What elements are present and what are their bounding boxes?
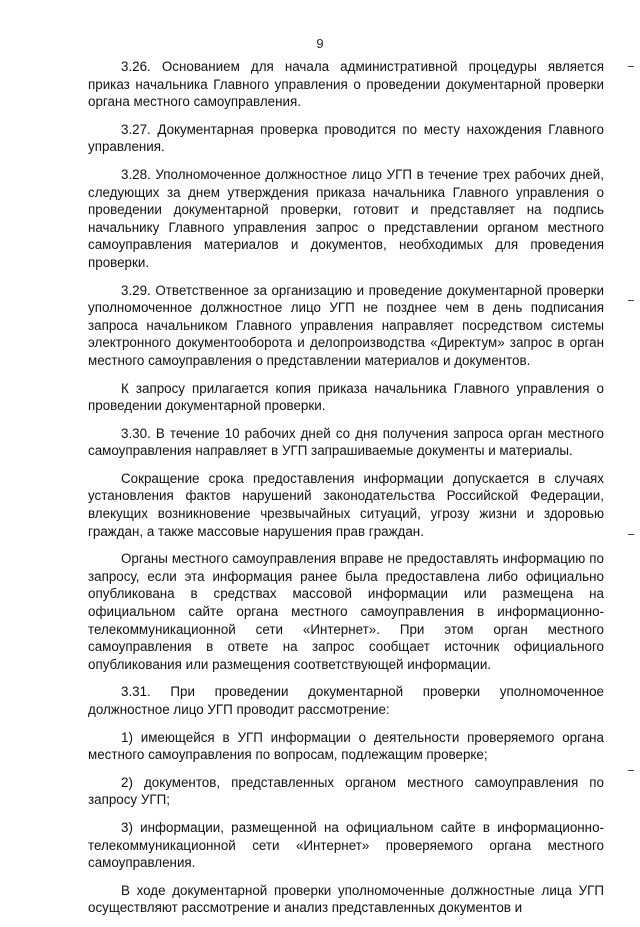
paragraph-3-30: 3.30. В течение 10 рабочих дней со дня получения запроса орган местного самоуправления направляет в УГП запрашиваемые документы и материалы.: [88, 425, 604, 459]
list-item-1: 1) имеющейся в УГП информации о деятельности проверяемого органа местного самоуправления по вопросам, подлежащим проверке;: [88, 729, 604, 763]
paragraph-right-to-not-provide: Органы местного самоуправления вправе не предоставлять информацию по запросу, если эта информация ранее была предоставлена либо официально опубликована в средствах массовой информации или размещена на официальном сайте органа местного самоуправления в информационно-телекоммуникационной сети «Интернет». При этом орган местного самоуправления в ответе на запрос сообщает источник официального опубликования или размещения соответствующей информации.: [88, 551, 604, 672]
paragraph-3-28: 3.28. Уполномоченное должностное лицо УГП в течение трех рабочих дней, следующих за днем утверждения приказа начальника Главного управления о проведении документарной проверки, готовит и представляет на подпись начальнику Главного управления запрос о представлении органом местного самоуправления материалов и документов, необходимых для проведения проверки.: [88, 166, 604, 270]
paragraph-review-analysis: В ходе документарной проверки уполномоченные должностные лица УГП осуществляют рассмотрение и анализ представленных документов и: [88, 882, 604, 916]
paragraph-deadline-reduction: Сокращение срока предоставления информации допускается в случаях установления фактов нарушений законодательства Российской Федерации, влекущих возникновение чрезвычайных ситуаций, угрозу жизни и здоровью граждан, а также массовые нарушения прав граждан.: [88, 470, 604, 539]
document-body: [88, 58, 604, 927]
margin-tick-mark: [628, 300, 634, 301]
list-item-2: 2) документов, представленных органом местного самоуправления по запросу УГП;: [88, 774, 604, 808]
page-number: 9: [316, 36, 324, 51]
paragraph-3-31: 3.31. При проведении документарной проверки уполномоченное должностное лицо УГП проводит рассмотрение:: [88, 684, 604, 717]
list-item-3: 3) информации, размещенной на официальном сайте в информационно-телекоммуникационной сети «Интернет» проверяемого органа местного самоуправления.: [88, 819, 604, 871]
paragraph-3-26: 3.26. Основанием для начала административной процедуры является приказ начальника Главного управления о проведении документарной проверки органа местного самоуправления.: [88, 59, 604, 110]
margin-tick-mark: [628, 66, 634, 67]
paragraph-3-29: 3.29. Ответственное за организацию и проведение документарной проверки уполномоченное должностное лицо УГП не позднее чем в день подписания запроса начальником Главного управления направляет посредством системы электронного документооборота и делопроизводства «Директум» запрос в орган местного самоуправления о представлении материалов и документов.: [88, 282, 604, 368]
margin-tick-mark: [628, 770, 634, 771]
paragraph-3-27: 3.27. Документарная проверка проводится по месту нахождения Главного управления.: [88, 121, 604, 155]
paragraph-request-attachment: К запросу прилагается копия приказа начальника Главного управления о проведении документарной проверки.: [88, 380, 604, 414]
margin-tick-mark: [628, 534, 634, 535]
